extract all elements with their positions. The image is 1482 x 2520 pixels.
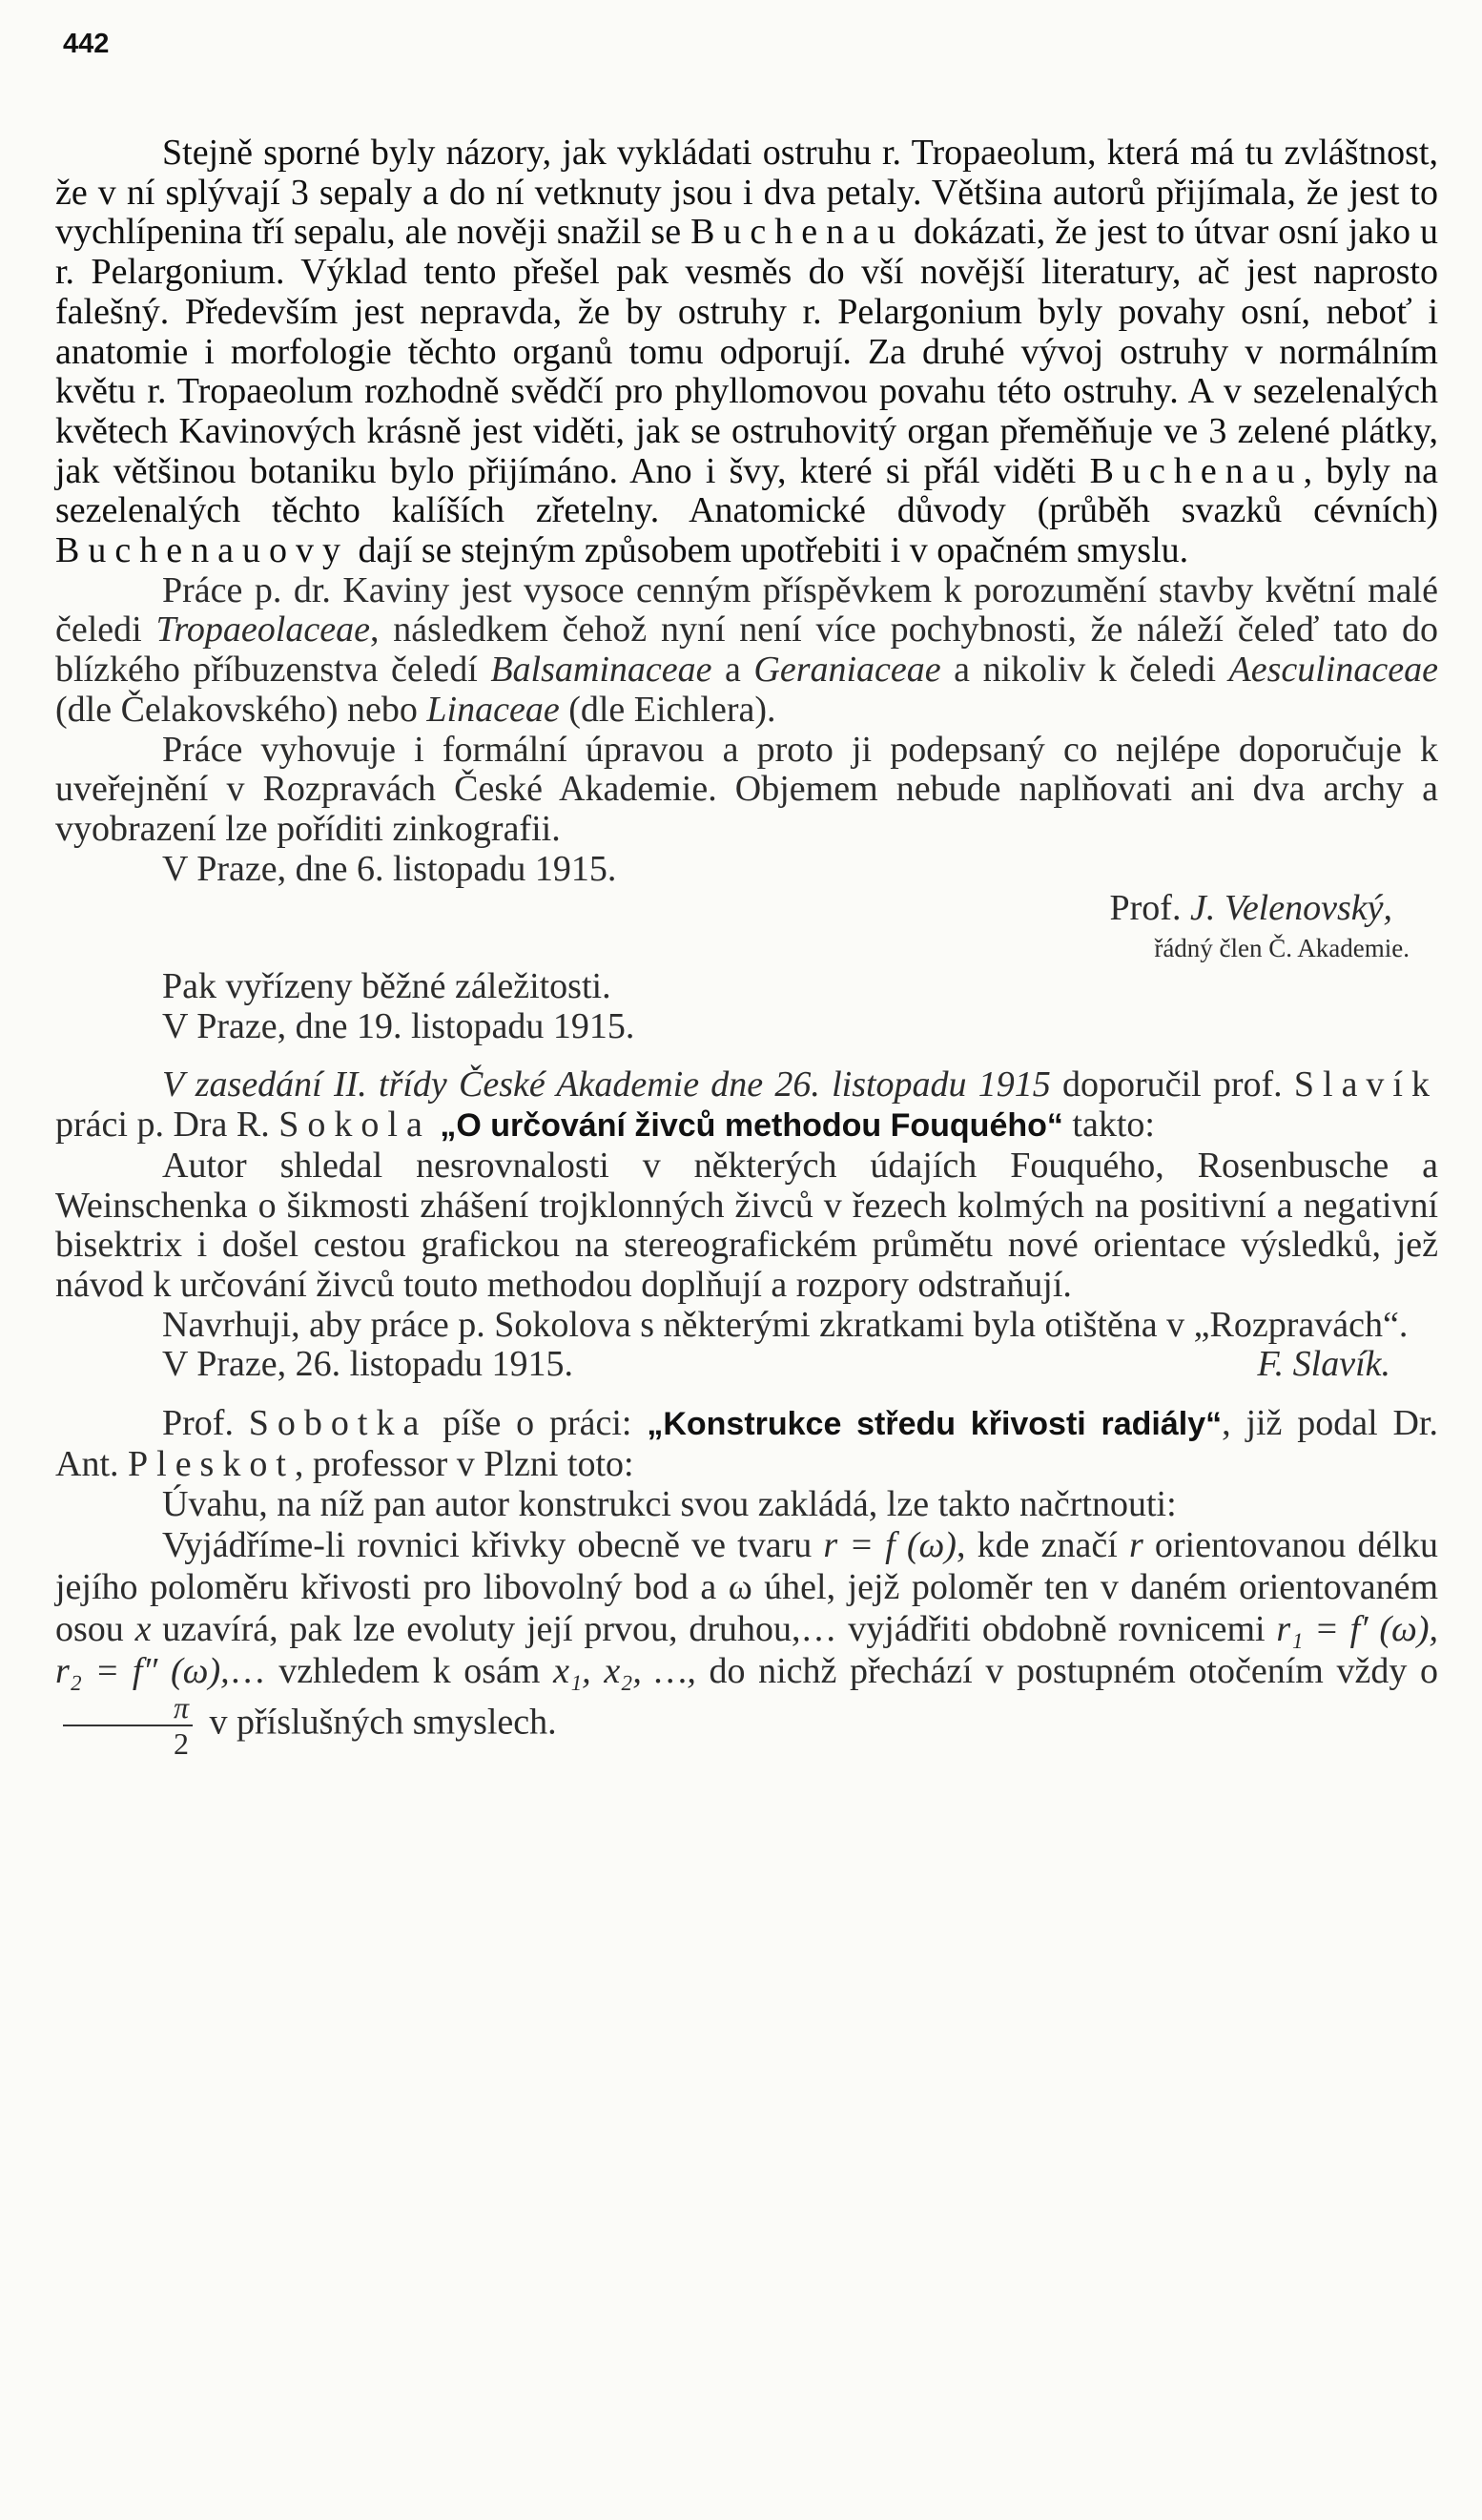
equation: x₁, x₂, …, (553, 1651, 696, 1692)
text: , professor v Plzni toto: (294, 1443, 634, 1484)
text: Prof. (162, 1403, 249, 1444)
text: uzavírá, pak lze evoluty její prvou, druhou,… vyjádřiti obdobně rovnicemi (151, 1609, 1277, 1650)
paragraph-sobotka (55, 1404, 1438, 1484)
text: dají se stejným způsobem upotřebiti i v opačném smyslu. (348, 530, 1189, 571)
signature-velenovsky (55, 889, 1438, 929)
text: píše o práci: (427, 1403, 648, 1444)
date-line: V Praze, dne 19. listopadu 1915. (162, 1005, 635, 1046)
text: , následkem čehož nyní není více pochybnosti, že náleží čeleď tato do blízkého příbuzenstva čeledí (55, 609, 1438, 691)
taxon-name: Tropaeolaceae (155, 609, 370, 651)
text: doporučil prof. (1050, 1064, 1294, 1105)
date-line: V Praze, dne 6. listopadu 1915. (162, 848, 617, 889)
author-name: Buchenauovy (55, 530, 349, 571)
text: v příslušných smyslech. (200, 1702, 557, 1743)
paragraph-feldspar: Autor shledal nesrovnalosti v některých údajích Fouquého, Rosenbusche a Weinschenka o šikmosti zhášení trojklonných živců v řezech kolmých na positivní a negativní bisektrix i došel cestou grafickou na stereografickém průmětu nové orientace výsledků, jež návod k určování živců touto methodou doplňují a rozpory odstraňují. (55, 1145, 1438, 1305)
equation: r₁ = f′ (ω), r₂ = f″ (ω), (55, 1609, 1438, 1692)
text: (dle Čelakovského) nebo (55, 689, 427, 730)
text: orientovanou délku jejího poloměru křivosti pro libovolný bod a ω úhel, jejž poloměr ten v daném orientovaném osou (55, 1525, 1438, 1650)
taxon-name: Aesculinaceae (1228, 650, 1438, 691)
page-number: 442 (63, 29, 110, 59)
paragraph-equations (55, 1524, 1438, 1762)
signature-title: řádný člen Č. Akademie. (1154, 934, 1410, 963)
date-signature-row (55, 1345, 1438, 1385)
paragraph-tropaeolum-spur (55, 134, 1438, 571)
equation: r = f (ω) (823, 1525, 957, 1566)
text: práci p. Dra R. (55, 1105, 279, 1146)
paragraph-proposal: Navrhuji, aby práce p. Sokolova s některými zkratkami byla otištěna v „Rozpravách“. (162, 1304, 1409, 1345)
document-body (55, 133, 1438, 1762)
taxon-name: Geraniaceae (753, 650, 941, 691)
paragraph-recommendation: Práce vyhovuje i formální úpravou a proto ji podepsaný co nejlépe doporučuje k uveřejnění v Rozpravách České Akademie. Objemem nebude naplňovati ani dva archy a vyobrazení lze poříditi zinkografii. (55, 729, 1438, 849)
text: takto: (1062, 1105, 1155, 1146)
paragraph-kavina-work (55, 571, 1438, 731)
paragraph-slavik-session (55, 1065, 1438, 1146)
text: dokázati, že jest to útvar osní jako u r. Pelargonium. Výklad tento přešel pak vesměs do vší novější literatury, ač jest naprosto falešný. Především jest nepravda, že by ostruhy r. Pelargonium byly povahy osní, neboť i anatomie i morfologie těchto organů tomu odporují. Za druhé vývoj ostruhy v normálním květu r. Tropaeolum rozhodně svědčí pro phyllomovou povahu této ostruhy. A v sezelenalých květech Kavinových krásně jest viděti, jak se ostruhovitý organ přeměňuje ve 3 zelené plátky, jak většinou botaniku bylo přijímáno. Ano i švy, které si přál viděti (55, 212, 1438, 491)
author-name: Buchenau (690, 212, 905, 253)
author-name: Buchenau (1089, 450, 1304, 491)
text: , kde značí (956, 1525, 1129, 1566)
signature-slavik: F. Slavík. (1257, 1344, 1390, 1385)
symbol: r (1128, 1525, 1143, 1566)
fraction-pi-half (63, 1690, 193, 1762)
symbol: x (134, 1609, 152, 1650)
text: , již podal Dr. Ant. (55, 1403, 1438, 1484)
date-line: V Praze, 26. listopadu 1915. (162, 1344, 573, 1385)
text: a nikoliv k čeledi (940, 650, 1229, 691)
author-name: Sobotka (248, 1403, 428, 1444)
text: … vzhledem k osám (229, 1651, 554, 1692)
signature-name: J. Velenovský, (1189, 888, 1392, 929)
fraction-numerator: π (63, 1692, 193, 1726)
author-name: Pleskot (128, 1443, 295, 1484)
taxon-name: Balsaminaceae (490, 650, 712, 691)
text: Stejně sporné byly názory, jak vykládati ostruhu r. Tropaeolum, která má tu zvláštnost, že v ní splývají 3 sepaly a do ní vetknuty jsou i dva petaly. Většina autorů přijímala, že jest to vychlípenina tří sepalu, ale nověji snažil se (55, 133, 1438, 253)
taxon-name: Linaceae (426, 689, 560, 730)
author-name: Slavík (1293, 1064, 1438, 1105)
text: a (711, 650, 754, 691)
text: do nichž přechází v postupném otočením vždy o (695, 1651, 1438, 1692)
signature-prefix: Prof. (1109, 888, 1190, 929)
matters-line: Pak vyřízeny běžné záležitosti. (162, 966, 611, 1007)
work-title: „Konstrukce středu křivosti radiály“ (647, 1406, 1223, 1443)
paragraph-outline: Úvahu, na níž pan autor konstrukci svou zakládá, lze takto načrtnouti: (162, 1483, 1177, 1524)
text: Práce p. dr. Kaviny jest vysoce cenným příspěvkem k porozumění stavby květní malé čeledi (55, 569, 1438, 651)
author-name: Sokola (278, 1105, 431, 1146)
fraction-denominator: 2 (174, 1726, 190, 1762)
work-title: „O určování živců methodou Fouquého“ (440, 1107, 1063, 1145)
text: , byly na sezelenalých těchto kalíších zřetelny. Anatomické důvody (průběh svazků cévních) (55, 450, 1438, 531)
text: Vyjádříme-li rovnici křivky obecně ve tvaru (162, 1525, 824, 1566)
session-intro: V zasedání II. třídy České Akademie dne 26. listopadu 1915 (162, 1064, 1051, 1105)
text: (dle Eichlera). (559, 689, 776, 730)
